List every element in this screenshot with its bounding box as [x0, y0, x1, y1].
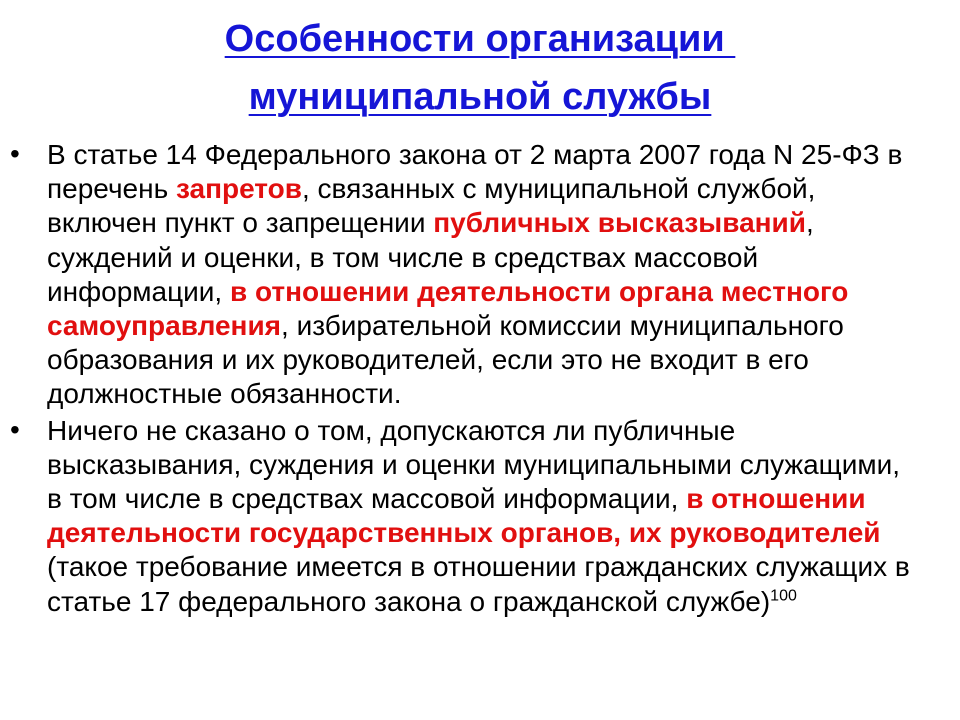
bullet-1-highlight-prohibitions: запретов — [175, 173, 302, 205]
bullet-2-highlight-state-bodies: в отношении деятельности государственных органов, их руководителей — [47, 483, 881, 549]
bullet-2-text-part-1: Ничего не сказано о том, допускаются ли публичные высказывания, суждения и оценки муниципальными служащими, в том числе в средствах массовой информации, — [47, 414, 901, 515]
bullet-dot-icon: • — [10, 138, 20, 169]
bullet-dot-icon: • — [10, 413, 20, 445]
page-number: 100 — [770, 587, 797, 605]
bullet-1-highlight-public-statements: публичных высказываний — [433, 207, 806, 239]
slide-title — [0, 10, 960, 126]
bullet-1-text-part-1: В статье 14 Федерального закона от 2 марта 2007 года N 25-ФЗ в перечень — [47, 139, 903, 205]
bullet-1-text-part-3: , суждений и оценки, в том числе в средствах массовой информации, — [47, 207, 814, 307]
slide-title-line-2: муниципальной службы — [248, 76, 712, 118]
slide-title-line-1: Особенности организации — [224, 18, 736, 60]
bullet-item-2 — [10, 414, 910, 619]
bullet-2-text-part-2: (такое требование имеется в отношении гражданских служащих в статье 17 федерального закона о гражданской службе) — [47, 551, 910, 617]
bullet-list — [10, 138, 910, 619]
bullet-1-text-part-2: , связанных с муниципальной службой, включен пункт о запрещении — [47, 173, 816, 239]
bullet-1-text-part-4: , избирательной комиссии муниципального образования и их руководителей, если это не входит в его должностные обязанности. — [47, 310, 844, 410]
bullet-1-highlight-local-government: в отношении деятельности органа местного самоуправления — [47, 275, 849, 342]
bullet-item-1 — [10, 138, 910, 412]
